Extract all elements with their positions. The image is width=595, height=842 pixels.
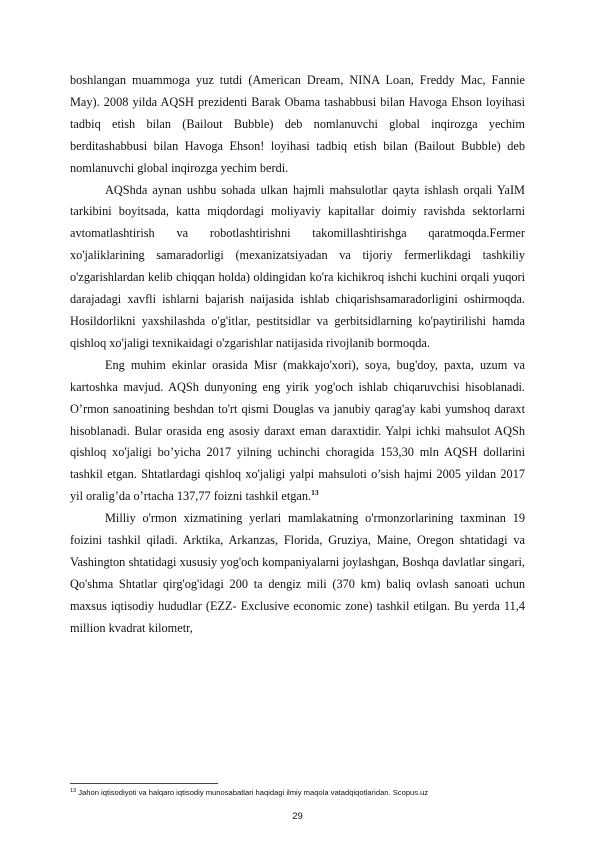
body-text: [70, 70, 525, 640]
paragraph: boshlangan muammoga yuz tutdi (American Dream, NINA Loan, Freddy Mac, Fannie May). 2008 yilda AQSH prezidenti Barak Obama tashabbusi bilan Havoga Ehson loyihasi tadbiq etish bilan (Bailout Bubble) deb nomlanuvchi global inqirozga yechim berditashabbusi bilan Havoga Ehson! loyihasi tadbiq etish bilan (Bailout Bubble) deb nomlanuvchi global inqirozga yechim berdi.: [70, 73, 525, 175]
paragraph: Milliy o'rmon xizmatining yerlari mamlakatning o'rmonzorlarining taxminan 19 foizini tashkil qiladi. Arktika, Arkanzas, Florida, Gruziya, Maine, Oregon shtatidagi va Vashington shtatidagi xususiy yog'och kompaniyalarni joylashgan, Boshqa davlatlar singari, Qo'shma Shtatlar qirg'og'idagi 200 ta dengiz mili (370 km) baliq ovlash sanoati uchun maxsus iqtisodiy hududlar (EZZ- Exclusive economic zone) tashkil etilgan. Bu yerda 11,4 million kvadrat kilometr,: [70, 511, 525, 635]
paragraph-text: Eng muhim ekinlar orasida Misr (makkajo'xori), soya, bug'doy, paxta, uzum va kartoshka mavjud. AQSh dunyoning eng yirik yog'och ishlab chiqaruvchisi hisoblanadi. O’rmon sanoatining beshdan to'rt qismi Douglas va janubiy qarag'ay kabi yumshoq daraxt hisoblanadi. Bular orasida eng asosiy daraxt eman daraxtidir. Yalpi ichki mahsulot AQSh qishloq xo'jaligi bo’yicha 2017 yilning uchinchi choragida 153,30 mln AQSH dollarini tashkil etgan. Shtatlardagi qishloq xo'jaligi yalpi mahsuloti o’sish hajmi 2005 yildan 2017 yil oralig’da o’rtacha 137,77 foizni tashkil etgan.: [70, 357, 525, 504]
footnote: [70, 788, 525, 798]
paragraph: AQShda aynan ushbu sohada ulkan hajmli mahsulotlar qayta ishlash orqali YaIM tarkibini boyitsada, katta miqdordagi moliyaviy kapitallar doimiy ravishda sektorlarni avtomatlashtirish va robotlashtirishni takomillashtirishga qaratmoqda.Fermer xo'jaliklarining samaradorligi (mexanizatsiyadan va tijoriy fermerlikdagi tashkiliy o'zgarishlardan kelib chiqqan holda) oldingidan ko'ra kichikroq ishchi kuchini orqali yuqori darajadagi xavfli ishlarni bajarish naijasida ishlab chiqarishsamaradorligini oshirmoqda. Hosildorlikni yaxshilashda o'g'itlar, pestitsidlar va gerbitsidlarning ko'paytirilishi hamda qishloq xo'jaligi texnikaidagi o'zgarishlar natijasida rivojlanib bormoqda.: [70, 182, 525, 350]
footnote-reference[interactable]: 13: [311, 488, 319, 498]
paragraph: [70, 355, 525, 508]
footnote-text: Jahon iqtisodiyoti va halqaro iqtisodiy munosabatlari haqidagi ilmiy maqola vatadqiqotlaridan. Scopus.uz: [78, 788, 429, 797]
footnote-number: 13: [70, 788, 77, 794]
footnote-separator: [70, 783, 218, 784]
page-number: 29: [292, 811, 303, 822]
